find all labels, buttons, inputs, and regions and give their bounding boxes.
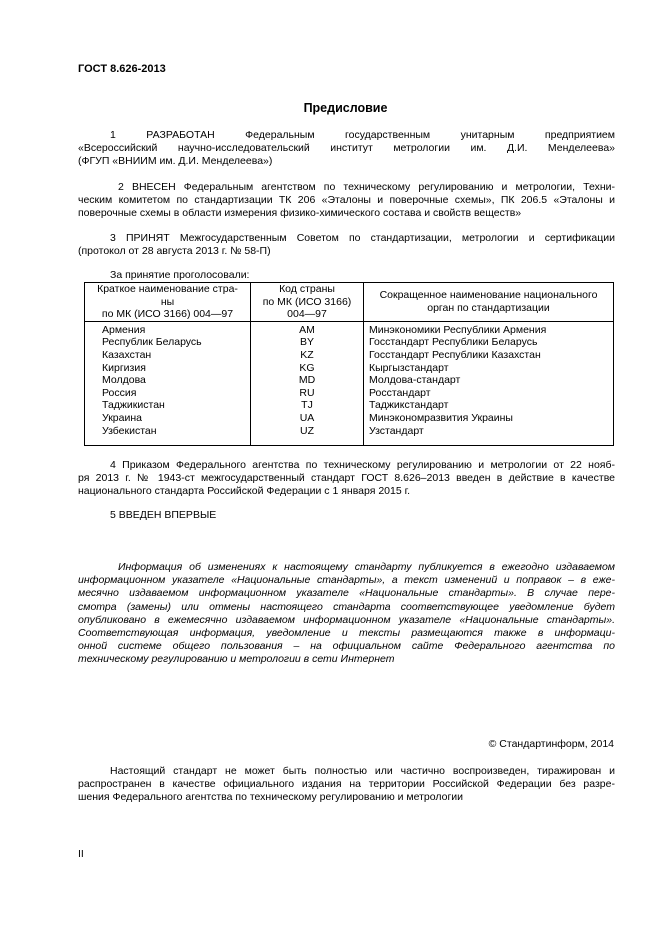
standards-body-name: Узстандарт [369,424,424,437]
country-name: Армения [102,323,146,336]
country-code: AM [299,323,315,336]
country-name: Россия [102,386,137,399]
section2-line: 2 ВНЕСЕН Федеральным агентством по техническому регулированию и метрологии, Техни- [118,181,615,193]
section-enacted-by-order [78,459,615,499]
country-name: Таджикистан [102,399,165,412]
section-submitted-by [78,181,615,221]
standards-body-name: Госстандарт Республики Беларусь [369,336,538,349]
standards-body-name: Молдова-стандарт [369,374,461,387]
info-notice-line: смотра (замены) или отмены настоящего стандарта соответствующее уведомление будет [78,600,615,613]
voting-table-header-row [85,283,614,322]
page-number: II [78,848,84,860]
section-developed-by [78,129,615,169]
country-name: Молдова [102,374,146,387]
country-code: KZ [300,348,314,361]
header-standards-body: Сокращенное наименование национального орган по стандартизации [364,283,614,322]
document-code: ГОСТ 8.626-2013 [78,63,166,75]
section4-line: ря 2013 г. № 1943-ст межгосударственный стандарт ГОСТ 8.626–2013 введен в действие в качестве [78,472,615,485]
section3-line: 3 ПРИНЯТ Межгосударственным Советом по стандартизации, метрологии и сертификации [110,232,615,244]
country-column [85,321,251,445]
section-adopted-by [78,232,615,258]
reproduction-notice-line: распространен в качестве официального издания на территории Российской Федерации без разре- [78,778,615,791]
standards-body-name: Госстандарт Республики Казахстан [369,348,541,361]
standards-body-column [364,321,614,445]
standards-body-name: Таджикстандарт [369,399,449,412]
section2-line: ческим комитетом по стандартизации ТК 206 «Эталоны и поверочные схемы», ПК 206.5 «Эталоны и [78,194,615,207]
country-code: KG [299,361,315,374]
country-code: UZ [300,424,314,437]
voting-caption: За принятие проголосовали: [110,269,250,281]
country-name: Узбекистан [102,424,157,437]
info-notice-line: онной системе общего пользования – на официальном сайте Федерального агентства по [78,640,615,653]
header-country-name: Краткое наименование стра- ны по МК (ИСО 3166) 004—97 [85,283,251,322]
info-notice-line: Информация об изменениях к настоящему стандарту публикуется в ежегодно издаваемом [118,561,615,573]
section4-line: национального стандарта Российской Федерации с 1 января 2015 г. [78,485,411,498]
section4-line: 4 Приказом Федерального агентства по техническому регулированию и метрологии от 22 нояб- [110,459,615,471]
info-notice [78,561,615,667]
info-notice-line: Соответствующая информация, уведомление и тексты размещаются также в информаци- [78,627,615,640]
standards-body-name: Минэкономразвития Украины [369,411,513,424]
reproduction-notice-line: Настоящий стандарт не может быть полностью или частично воспроизведен, тиражирован и [110,765,615,777]
standards-body-name: Минэкономики Республики Армения [369,323,547,336]
page-title: Предисловие [303,101,388,115]
voting-table-body [85,321,614,445]
section2-line: поверочные схемы в области измерения физико-химического состава и свойств веществ» [78,207,522,220]
reproduction-notice [78,765,615,805]
country-name: Республик Беларусь [102,336,202,349]
section1-line: 1 РАЗРАБОТАН Федеральным государственным унитарным предприятием [110,129,615,141]
country-name: Киргизия [102,361,146,374]
section3-line: (протокол от 28 августа 2013 г. № 58-П) [78,245,271,258]
standards-body-name: Кыргызстандарт [369,361,449,374]
header-country-code: Код страны по МК (ИСО 3166) 004—97 [251,283,364,322]
country-code: UA [299,411,315,424]
copyright-notice: © Стандартинформ, 2014 [488,738,614,750]
country-code: TJ [301,399,313,412]
info-notice-line: месячно издаваемом информационном указателе «Национальные стандарты». В случае пере- [78,587,615,600]
reproduction-notice-line: шения Федерального агентства по техническому регулированию и метрологии [78,791,464,804]
code-column [251,321,364,445]
country-code: RU [299,386,315,399]
info-notice-line: техническому регулированию и метрологии в сети Интернет [78,653,395,666]
standards-body-name: Росстандарт [369,386,431,399]
country-code: MD [298,374,316,387]
country-name: Казахстан [102,348,152,361]
voting-table [84,282,614,446]
info-notice-line: опубликовано в ежемесячно издаваемом информационном указателе «Национальные стандарты». [78,613,615,626]
section1-line: «Всероссийский научно-исследовательский институт метрологии им. Д.И. Менделеева» [78,142,615,155]
section-introduced-first: 5 ВВЕДЕН ВПЕРВЫЕ [110,509,217,521]
country-name: Украина [102,411,142,424]
country-code: BY [299,336,314,349]
info-notice-line: информационном указателе «Национальные стандарты», а текст изменений и поправок – в еже- [78,574,615,587]
section1-line: (ФГУП «ВНИИМ им. Д.И. Менделеева») [78,155,273,168]
